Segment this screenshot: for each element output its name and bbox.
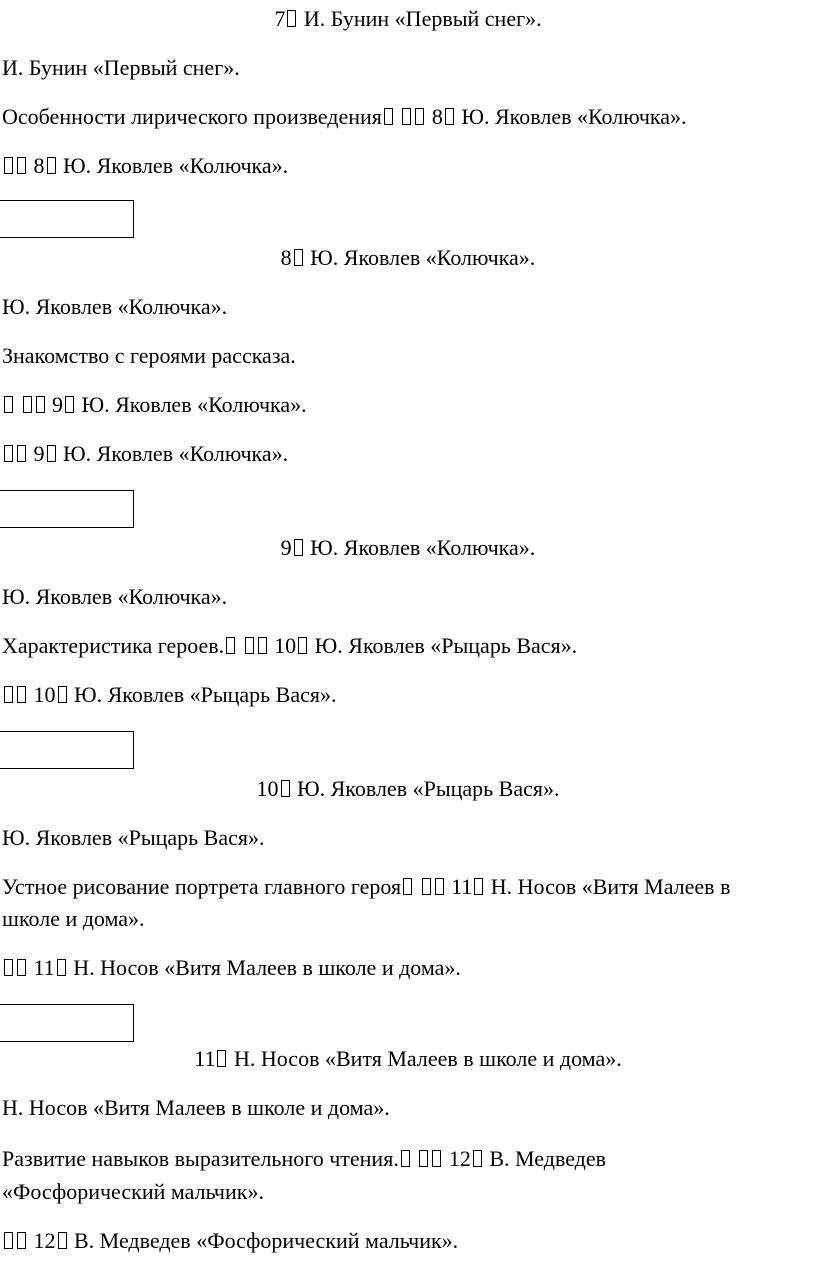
missing-glyph-icon	[258, 637, 267, 654]
missing-glyph-icon	[17, 1232, 26, 1249]
missing-glyph-icon	[474, 878, 483, 895]
missing-glyph-icon	[36, 396, 45, 413]
missing-glyph-icon	[415, 108, 424, 125]
empty-box	[0, 490, 134, 528]
text-line: Ю. Яковлев «Рыцарь Вася».	[2, 825, 265, 850]
text-line: И. Бунин «Первый снег».	[2, 55, 240, 80]
heading-lesson-10: 10 Ю. Яковлев «Рыцарь Вася».	[256, 776, 560, 801]
missing-glyph-icon	[422, 878, 431, 895]
missing-glyph-icon	[287, 10, 296, 27]
missing-glyph-icon	[402, 108, 411, 125]
missing-glyph-icon	[217, 1050, 226, 1067]
empty-box	[0, 200, 134, 238]
missing-glyph-icon	[4, 157, 13, 174]
missing-glyph-icon	[58, 1232, 67, 1249]
heading-lesson-7: 7 И. Бунин «Первый снег».	[274, 6, 542, 31]
missing-glyph-icon	[281, 780, 290, 797]
missing-glyph-icon	[58, 686, 67, 703]
missing-glyph-icon	[473, 1150, 482, 1167]
missing-glyph-icon	[226, 637, 235, 654]
heading-lesson-8: 8 Ю. Яковлев «Колючка».	[280, 245, 536, 270]
missing-glyph-icon	[4, 686, 13, 703]
missing-glyph-icon	[17, 445, 26, 462]
heading-lesson-11: 11 Н. Носов «Витя Малеев в школе и дома».	[194, 1046, 622, 1071]
missing-glyph-icon	[298, 637, 307, 654]
text-line: 8 Ю. Яковлев «Колючка».	[2, 153, 288, 179]
text-line: школе и дома».	[2, 906, 145, 931]
text-line: 10 Ю. Яковлев «Рыцарь Вася».	[2, 682, 337, 708]
empty-box	[0, 731, 134, 769]
missing-glyph-icon	[432, 1150, 441, 1167]
missing-glyph-icon	[57, 959, 66, 976]
missing-glyph-icon	[23, 396, 32, 413]
missing-glyph-icon	[419, 1150, 428, 1167]
missing-glyph-icon	[4, 1232, 13, 1249]
text-line: Н. Носов «Витя Малеев в школе и дома».	[2, 1095, 390, 1120]
missing-glyph-icon	[445, 108, 454, 125]
text-line: Устное рисование портрета главного героя 11 Н. Носов «Витя Малеев в	[2, 874, 731, 899]
missing-glyph-icon	[435, 878, 444, 895]
missing-glyph-icon	[4, 445, 13, 462]
missing-glyph-icon	[4, 396, 13, 413]
empty-box	[0, 1004, 134, 1042]
missing-glyph-icon	[294, 249, 303, 266]
text-line: 9 Ю. Яковлев «Колючка».	[2, 392, 307, 418]
missing-glyph-icon	[17, 157, 26, 174]
missing-glyph-icon	[17, 959, 26, 976]
missing-glyph-icon	[47, 157, 56, 174]
text-line: Развитие навыков выразительного чтения. 12 В. Медведев	[2, 1146, 607, 1171]
text-line: 12 В. Медведев «Фосфорический мальчик».	[2, 1228, 458, 1254]
missing-glyph-icon	[401, 1150, 410, 1167]
text-line: «Фосфорический мальчик».	[2, 1179, 264, 1204]
text-line: Знакомство с героями рассказа.	[2, 343, 296, 368]
text-line: 11 Н. Носов «Витя Малеев в школе и дома».	[2, 955, 461, 981]
text-line: Ю. Яковлев «Колючка».	[2, 294, 228, 319]
missing-glyph-icon	[294, 539, 303, 556]
missing-glyph-icon	[47, 445, 56, 462]
text-line: 9 Ю. Яковлев «Колючка».	[2, 441, 288, 467]
missing-glyph-icon	[245, 637, 254, 654]
missing-glyph-icon	[4, 959, 13, 976]
text-line: Характеристика героев. 10 Ю. Яковлев «Рыцарь Вася».	[2, 633, 578, 658]
text-line: Особенности лирического произведения 8 Ю. Яковлев «Колючка».	[2, 104, 687, 129]
missing-glyph-icon	[403, 878, 412, 895]
heading-lesson-9: 9 Ю. Яковлев «Колючка».	[280, 535, 536, 560]
text-line: Ю. Яковлев «Колючка».	[2, 584, 228, 609]
missing-glyph-icon	[17, 686, 26, 703]
missing-glyph-icon	[65, 396, 74, 413]
missing-glyph-icon	[384, 108, 393, 125]
